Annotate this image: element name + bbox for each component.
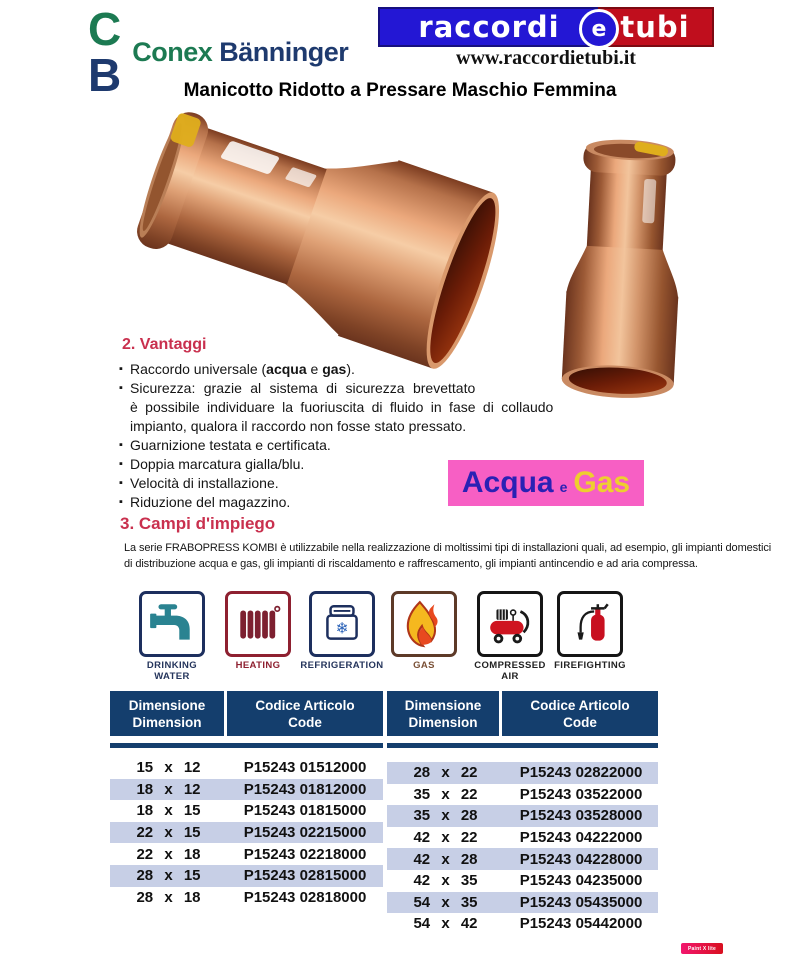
app-label: GAS (413, 660, 435, 671)
size-code-tables (110, 691, 658, 935)
svg-text:❄: ❄ (335, 619, 349, 638)
logo-text-raccordi: raccordi (418, 9, 560, 44)
cb-mark-c: C (88, 3, 117, 55)
list-item: ▪ Doppia marcatura gialla/blu. (119, 456, 305, 472)
campi-paragraph (124, 540, 771, 572)
acqua-gas-badge (448, 460, 644, 506)
bullet-icon: ▪ (119, 363, 123, 375)
table-separator-bar (387, 743, 658, 748)
small-reducer-fitting (561, 137, 686, 401)
paint-x-lite-watermark: Paint X lite (681, 943, 723, 954)
table-rows (387, 762, 658, 935)
campi-line-2: di distribuzione acqua e gas, gli impianti di riscaldamento e raffrescamento, gli impianti antincendio e ad aria compressa. (124, 558, 698, 570)
table-rows (110, 757, 383, 908)
brand-name-conex: Conex (132, 36, 213, 67)
application-heating (212, 591, 304, 671)
column-header-dimension: Dimensione Dimension (110, 691, 224, 736)
list-item: ▪ Raccordo universale (acqua e gas). (119, 361, 355, 377)
table-row: 28 x 22 P15243 02822000 (387, 762, 658, 784)
app-label: DRINKING (146, 660, 198, 671)
bullet-icon: ▪ (119, 496, 123, 508)
table-row: 28 x 18 P15243 02818000 (136, 888, 367, 906)
table-row: 18 x 15 P15243 01815000 (136, 802, 367, 820)
table-row: 15 x 12 P15243 01512000 (136, 759, 367, 777)
faucet-icon (139, 591, 205, 657)
badge-conjunction: e (559, 479, 568, 495)
application-gas (378, 591, 470, 671)
app-label: AIR (501, 671, 519, 682)
table-row: 35 x 22 P15243 03522000 (413, 785, 643, 803)
app-label: WATER (154, 671, 190, 682)
badge-word-acqua: Acqua (461, 466, 554, 499)
application-drinking-water (126, 591, 218, 682)
app-label: REFRIGERATION (300, 660, 384, 671)
radiator-icon (225, 591, 291, 657)
campi-line-1: La serie FRABOPRESS KOMBI è utilizzabile nella realizzazione di moltissimi tipi di installazioni quali, ad esempio, gli impianti domestici (124, 542, 772, 554)
list-item-continuation: impianto, qualora il raccordo non fosse stato pressato. (130, 418, 467, 434)
brand-name-banninger: Bänninger (219, 36, 349, 67)
page-title: Manicotto Ridotto a Pressare Maschio Femmina (183, 80, 617, 101)
logo-text-tubi: tubi (620, 9, 690, 44)
campi-heading: 3. Campi d'impiego (120, 514, 276, 533)
large-reducer-fitting (123, 100, 513, 375)
list-item: ▪ Riduzione del magazzino. (119, 494, 291, 510)
app-label: FIREFIGHTING (554, 660, 626, 671)
table-left (110, 691, 383, 935)
cooler-icon (309, 591, 375, 657)
logo-blue-panel (378, 7, 598, 47)
table-row: 42 x 28 P15243 04228000 (387, 848, 658, 870)
table-row: 54 x 42 P15243 05442000 (413, 915, 643, 933)
bullet-icon: ▪ (119, 477, 123, 489)
bullet-icon: ▪ (119, 458, 123, 470)
vantaggi-heading: 2. Vantaggi (122, 336, 207, 353)
table-right (387, 691, 658, 935)
brand-name (132, 37, 348, 68)
website-url: www.raccordietubi.it (456, 47, 636, 69)
application-compressed-air (464, 591, 556, 682)
table-header (110, 691, 383, 736)
flame-icon (391, 591, 457, 657)
app-label: COMPRESSED (474, 660, 546, 671)
list-item-continuation: è possibile individuare la fuoriuscita di fluido in fase di collaudo (130, 399, 554, 415)
list-item: ▪ Sicurezza: grazie al sistema di sicurezza brevettato (119, 380, 476, 396)
application-refrigeration (296, 591, 388, 671)
column-header-code: Codice Articolo Code (227, 691, 383, 736)
compressor-icon (477, 591, 543, 657)
cb-mark-b: B (88, 49, 117, 101)
table-row: 22 x 15 P15243 02215000 (110, 822, 383, 844)
column-header-code: Codice Articolo Code (502, 691, 658, 736)
extinguisher-icon (557, 591, 623, 657)
application-firefighting (544, 591, 636, 671)
raccordietubi-logo (378, 7, 714, 47)
table-row: 35 x 28 P15243 03528000 (387, 805, 658, 827)
list-item: ▪ Velocità di installazione. (119, 475, 279, 491)
table-row: 54 x 35 P15243 05435000 (387, 892, 658, 914)
table-row: 18 x 12 P15243 01812000 (110, 779, 383, 801)
list-item: ▪ Guarnizione testata e certificata. (119, 437, 331, 453)
column-header-dimension: Dimensione Dimension (387, 691, 499, 736)
table-header (387, 691, 658, 736)
table-row: 42 x 35 P15243 04235000 (413, 872, 643, 890)
table-row: 22 x 18 P15243 02218000 (136, 845, 367, 863)
table-row: 28 x 15 P15243 02815000 (110, 865, 383, 887)
table-row: 42 x 22 P15243 04222000 (413, 829, 643, 847)
bullet-icon: ▪ (119, 439, 123, 451)
app-label: HEATING (235, 660, 281, 671)
bullet-icon: ▪ (119, 382, 123, 394)
badge-word-gas: Gas (573, 466, 631, 499)
logo-e-circle: e (579, 9, 619, 49)
table-separator-bar (110, 743, 383, 748)
